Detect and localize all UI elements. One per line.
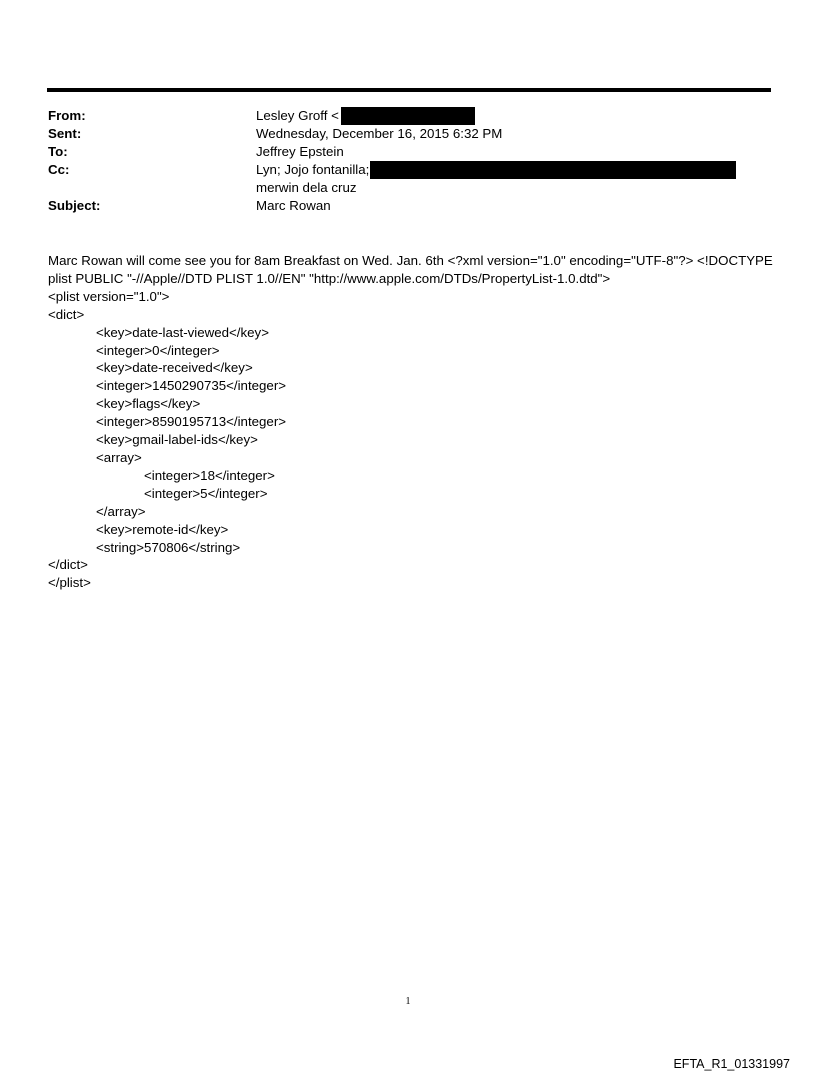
redaction-box <box>341 107 475 125</box>
body-line: <string>570806</string> <box>96 539 241 555</box>
sent-row <box>48 125 768 143</box>
header-divider <box>47 88 771 92</box>
redaction-box <box>370 161 736 179</box>
cc-value-line2: merwin dela cruz <box>256 180 357 195</box>
body-line: <key>date-received</key> <box>96 360 253 376</box>
from-row <box>48 107 768 125</box>
body-line: <integer>18</integer> <box>144 467 275 483</box>
body-line: </dict> <box>48 557 88 573</box>
subject-row <box>48 197 768 215</box>
cc-label: Cc: <box>48 162 70 177</box>
body-intro: Marc Rowan will come see you for 8am Breakfast on Wed. Jan. 6th <?xml version="1.0" encoding="UTF-8"?> <!DOCTYPE plist PUBLIC "-//Apple//DTD PLIST 1.0//EN" "http://www.apple.com/DTDs/PropertyList-1.0.dtd"> <box>48 253 773 286</box>
sent-value: Wednesday, December 16, 2015 6:32 PM <box>256 126 503 141</box>
body-line: <integer>0</integer> <box>96 342 220 358</box>
body-line: <key>flags</key> <box>96 396 201 412</box>
page-number: 1 <box>405 996 411 1007</box>
from-value-container <box>256 107 768 125</box>
from-label: From: <box>48 108 86 123</box>
email-header <box>48 107 768 215</box>
body-line: <integer>8590195713</integer> <box>96 414 287 430</box>
subject-value: Marc Rowan <box>256 198 331 213</box>
to-value: Jeffrey Epstein <box>256 144 344 159</box>
to-label: To: <box>48 144 68 159</box>
body-line: </array> <box>96 503 146 519</box>
email-body <box>48 252 776 592</box>
body-line: <array> <box>96 449 142 465</box>
body-line: <key>gmail-label-ids</key> <box>96 432 258 448</box>
body-line: <integer>5</integer> <box>144 485 268 501</box>
from-value: Lesley Groff < <box>256 108 339 123</box>
cc-value-container <box>256 161 768 197</box>
document-id: EFTA_R1_01331997 <box>673 1057 790 1071</box>
body-line: <key>remote-id</key> <box>96 521 229 537</box>
body-line: <dict> <box>48 306 85 322</box>
body-line: </plist> <box>48 575 91 591</box>
body-line: <plist version="1.0"> <box>48 288 170 304</box>
sent-label: Sent: <box>48 126 82 141</box>
cc-value: Lyn; Jojo fontanilla; <box>256 162 370 177</box>
body-line: <key>date-last-viewed</key> <box>96 324 269 340</box>
subject-label: Subject: <box>48 198 101 213</box>
cc-row <box>48 161 768 197</box>
to-row <box>48 143 768 161</box>
body-line: <integer>1450290735</integer> <box>96 378 287 394</box>
